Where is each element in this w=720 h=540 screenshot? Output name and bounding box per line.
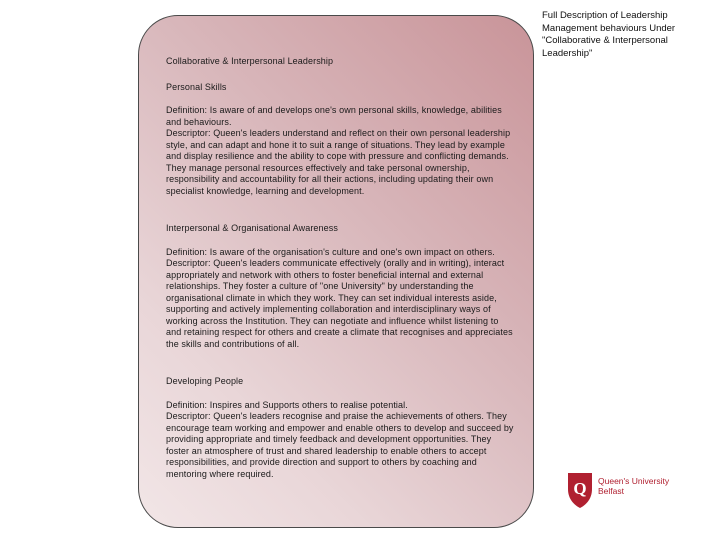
sidebar-description: Full Description of Leadership Management behaviours Under "Collaborative & Interpersonal Leadership" — [542, 10, 676, 59]
section-interpersonal-awareness — [166, 223, 516, 350]
section-definition: Definition: Is aware of and develops one's own personal skills, knowledge, abilities and behaviours. — [166, 105, 502, 127]
section-definition: Definition: Is aware of the organisation's culture and one's own impact on others. — [166, 246, 495, 257]
section-personal-skills — [166, 82, 516, 198]
logo-line-2: Belfast — [598, 486, 624, 496]
section-descriptor: Descriptor: Queen's leaders communicate effectively (orally and in writing), interact appropriately and network with others to foster beneficial internal and external relationships. They foster a culture of "one University" by understanding the organisational climate in which they work. They can set individual interests aside, supporting and actively implementing collaboration and interdisciplinary ways of working across the Institution. They can negotiate and influence whilst listening to and retaining respect for others and create a climate that recognises and appreciates the skills and contributions of all. — [166, 258, 513, 349]
svg-text:Q: Q — [573, 479, 587, 498]
main-content — [166, 56, 516, 480]
logo-text — [598, 476, 669, 496]
page-title: Collaborative & Interpersonal Leadership — [166, 56, 334, 66]
section-definition: Definition: Inspires and Supports others to realise potential. — [166, 399, 408, 410]
section-title: Developing People — [166, 376, 244, 386]
section-descriptor: Descriptor: Queen's leaders understand and reflect on their own personal leadership style, and can adapt and hone it to suit a range of situations. They lead by example and display resilience and the ability to cope with pressure and conflicting demands. They manage personal resources effectively and take personal ownership, responsibility and accountability for all their actions, including updating their own specialist knowledge, learning and development. — [166, 128, 511, 196]
logo-line-1: Queen's University — [598, 476, 670, 486]
section-descriptor: Descriptor: Queen's leaders recognise and praise the achievements of others. They encourage team working and empower and enable others to develop and succeed by providing appropriate and timely feedback and development opportunities. They foster an atmosphere of trust and shared leadership to enable others to accept responsibilities, and provide direction and support to others by coaching and mentoring where required. — [166, 411, 514, 479]
section-title: Personal Skills — [166, 81, 227, 92]
section-title: Interpersonal & Organisational Awareness — [166, 223, 338, 233]
section-developing-people — [166, 376, 516, 480]
